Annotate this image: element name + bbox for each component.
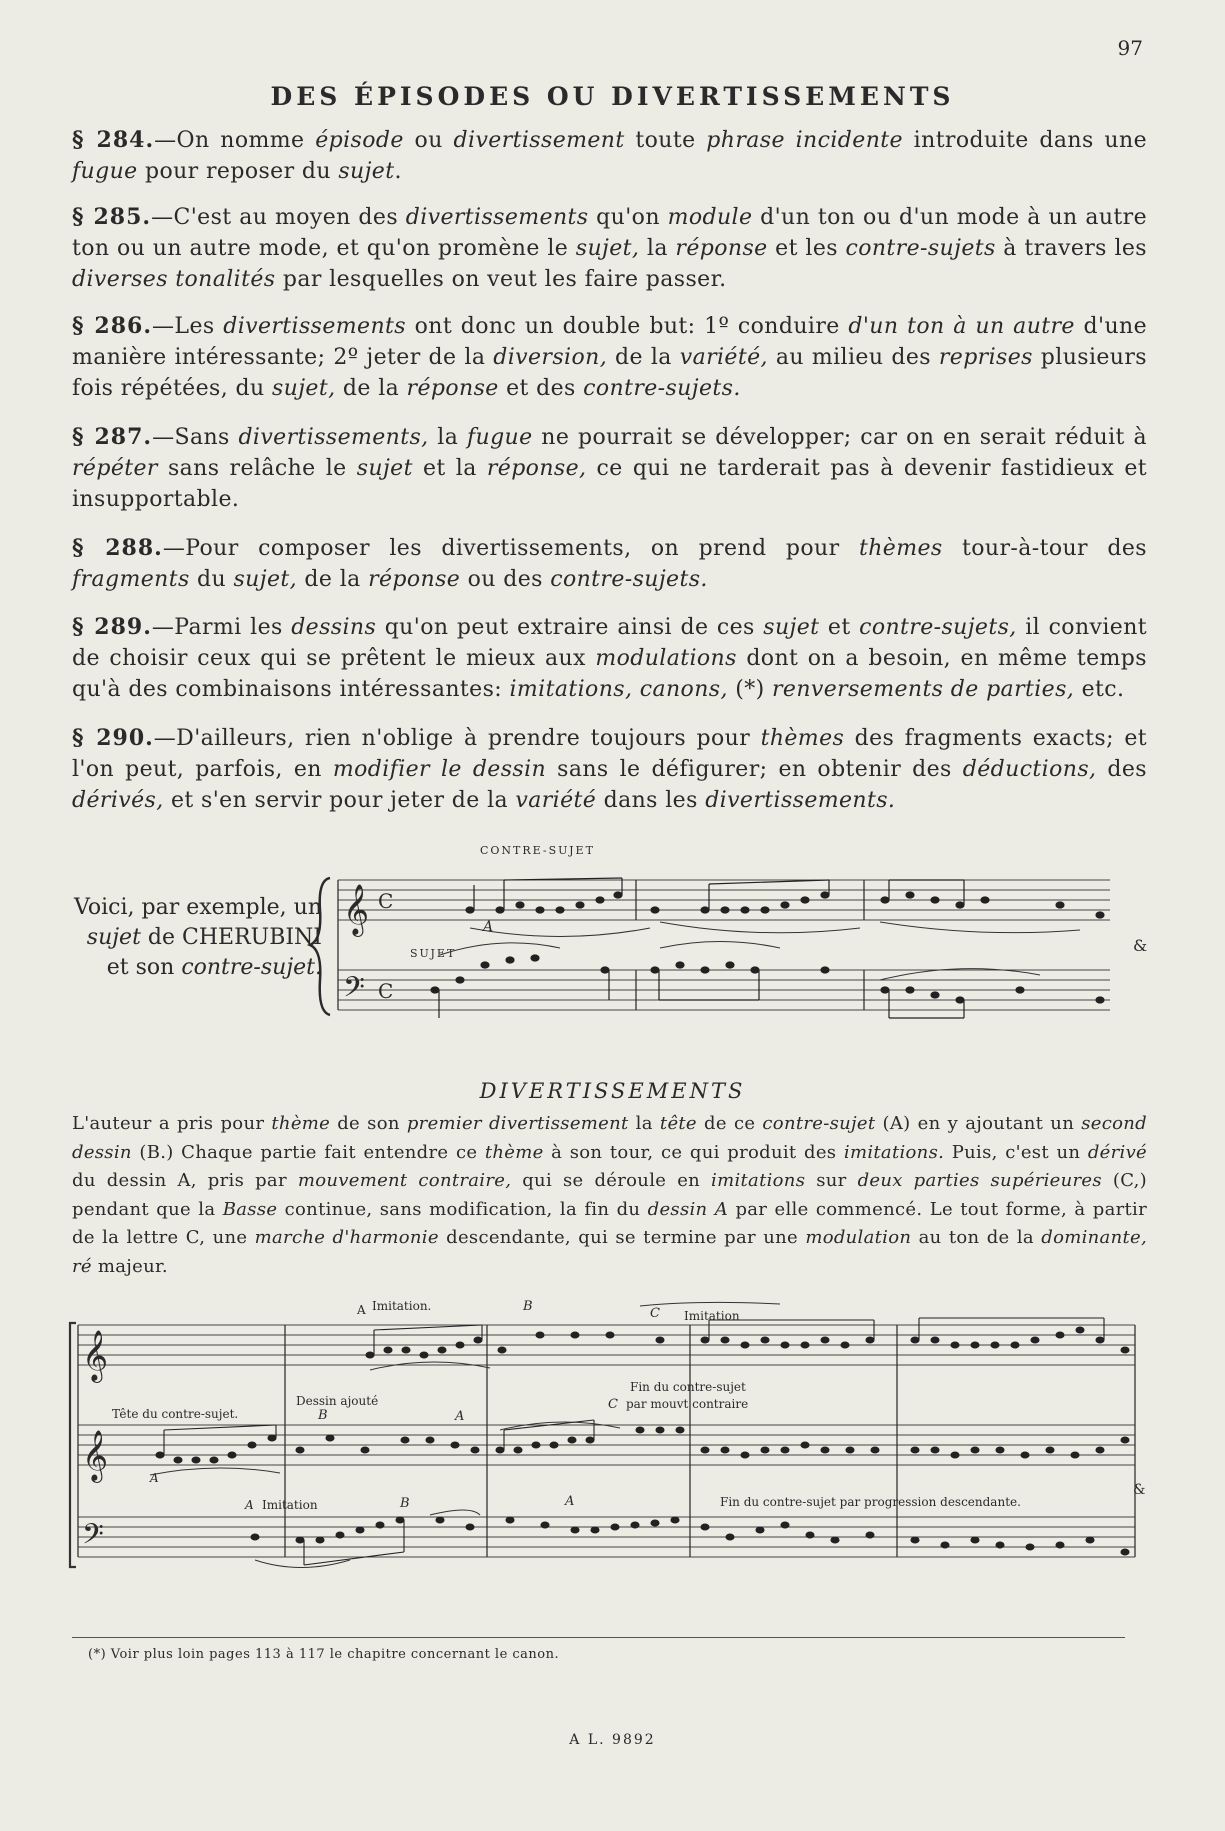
paragraph-number: § 288.: [72, 535, 163, 561]
paragraph-285: [72, 202, 1147, 295]
label-a: A: [357, 1303, 366, 1317]
paragraph-text: —Sans divertissements, la fugue ne pourrait se développer; car on en serait réduit à répéter sans relâche le sujet et la réponse, ce qui ne tarderait pas à devenir fastidieux et insupportable.: [72, 425, 1147, 512]
slurs: [440, 922, 1080, 980]
score-example-1: [0, 840, 1225, 1040]
label-fin-progression: Fin du contre-sujet par progression descendante.: [720, 1495, 1021, 1509]
notes-upper: [466, 878, 1104, 918]
paragraph-number: § 284.: [72, 127, 155, 153]
label-c: C: [650, 1306, 660, 1321]
time-signature: C: [378, 979, 394, 1003]
label-imitation-1: Imitation.: [372, 1299, 432, 1313]
treble-clef-icon: 𝄞: [82, 1330, 109, 1381]
paragraph-text: —On nomme épisode ou divertissement toute phrase incidente introduite dans une fugue pour reposer du sujet.: [72, 128, 1147, 184]
paragraph-number: § 290.: [72, 725, 154, 751]
system-brace: [310, 878, 330, 1015]
label-a: A: [245, 1498, 254, 1512]
paragraph-text: —Parmi les dessins qu'on peut extraire ainsi de ces sujet et contre-sujets, il convient de choisir ceux qui se prêtent le mieux aux modulations dont on a besoin, en même temps qu'à des combinaisons intéressantes: imitations, canons, (*) renversements de parties, etc.: [72, 615, 1148, 702]
continuation-mark: &: [1133, 936, 1148, 955]
label-contre-sujet: CONTRE-SUJET: [480, 844, 595, 857]
paragraph-288: [72, 533, 1147, 595]
paragraph-286: [72, 311, 1147, 404]
treble-clef-icon: 𝄞: [343, 884, 370, 935]
barlines: [78, 1325, 1135, 1557]
label-tete-contre-sujet: Tête du contre-sujet.: [112, 1407, 239, 1421]
footnote-rule: [72, 1637, 1125, 1638]
paragraph-289: [72, 612, 1147, 705]
time-signature: C: [378, 889, 394, 913]
label-a: A: [483, 919, 494, 935]
label-dessin-ajoute: Dessin ajouté: [296, 1394, 379, 1408]
section-heading: DES ÉPISODES OU DIVERTISSEMENTS: [270, 82, 955, 111]
paragraph-text: —D'ailleurs, rien n'oblige à prendre toujours pour thèmes des fragments exacts; et l'on peut, parfois, en modifier le dessin sans le défigurer; en obtenir des déductions, des dérivés, et s'en servir pour jeter de la variété dans les divertissements.: [72, 726, 1147, 813]
staff-lines: [78, 1325, 1135, 1557]
paragraph-287: [72, 422, 1147, 515]
treble-clef-icon: 𝄞: [82, 1430, 109, 1481]
footnote: (*) Voir plus loin pages 113 à 117 le chapitre concernant le canon.: [88, 1647, 560, 1662]
paragraph-number: § 289.: [72, 614, 152, 640]
bass-clef-icon: 𝄢: [82, 1518, 104, 1558]
divertissements-paragraph: L'auteur a pris pour thème de son premier divertissement la tête de ce contre-sujet (A) en y ajoutant un second dessin (B.) Chaque partie fait entendre ce thème à son tour, ce qui produit des imitations. Puis, c'est un dérivé du dessin A, pris par mouvement contraire, qui se déroule en imitations sur deux parties supérieures (C,) pendant que la Basse continue, sans modification, la fin du dessin A par elle commencé. Le tout forme, à partir de la lettre C, une marche d'harmonie descendante, qui se termine par une modulation au ton de la dominante, ré majeur.: [72, 1113, 1148, 1277]
page-number: 97: [1117, 36, 1143, 60]
label-b: B: [523, 1299, 533, 1314]
staff-lines: [338, 880, 1110, 1010]
label-b: B: [318, 1408, 328, 1423]
label-a: A: [565, 1494, 575, 1509]
label-fin-contre-sujet: Fin du contre-sujet: [630, 1380, 746, 1394]
bass-clef-icon: 𝄢: [343, 971, 365, 1011]
paragraph-number: § 285.: [72, 204, 152, 230]
label-a: A: [150, 1471, 159, 1485]
paragraph-text: —Les divertissements ont donc un double but: 1º conduire d'un ton à un autre d'une manière intéressante; 2º jeter de la diversion, de la variété, au milieu des reprises plusieurs fois répétées, du sujet, de la réponse et des contre-sujets.: [72, 314, 1147, 401]
notes-staff-2: [156, 1420, 1129, 1463]
divertissements-heading: DIVERTISSEMENTS: [479, 1079, 746, 1103]
label-sujet: SUJET: [410, 947, 457, 960]
notes-lower: [431, 955, 1104, 1018]
paragraph-284: [72, 125, 1147, 187]
label-b: B: [400, 1496, 410, 1511]
system-bracket: [70, 1323, 76, 1567]
example-caption: Voici, par exemple, un sujet de CHERUBINI et son contre-sujet.: [74, 895, 322, 980]
paragraph-number: § 286.: [72, 313, 153, 339]
paragraph-number: § 287.: [72, 424, 153, 450]
paragraph-text: —C'est au moyen des divertissements qu'on module d'un ton ou d'un mode à un autre ton ou un autre mode, et qu'on promène le sujet, la réponse et les contre-sujets à travers les diverses tonalités par lesquelles on veut les faire passer.: [72, 205, 1147, 292]
label-c: C: [608, 1397, 618, 1412]
label-imitation-2: Imitation: [684, 1309, 740, 1323]
label-a: A: [455, 1409, 465, 1424]
notes-staff-1: [366, 1318, 1129, 1358]
label-par-mouvement-contraire: par mouvt contraire: [626, 1397, 749, 1411]
continuation-mark: &: [1133, 1482, 1146, 1498]
paragraph-text: —Pour composer les divertissements, on prend pour thèmes tour-à-tour des fragments du sujet, de la réponse ou des contre-sujets.: [72, 536, 1147, 592]
score-divertissement: [0, 1290, 1225, 1580]
paragraph-290: [72, 723, 1147, 816]
label-imitation-bass: Imitation: [262, 1498, 318, 1512]
plate-number: A L. 9892: [569, 1732, 656, 1748]
